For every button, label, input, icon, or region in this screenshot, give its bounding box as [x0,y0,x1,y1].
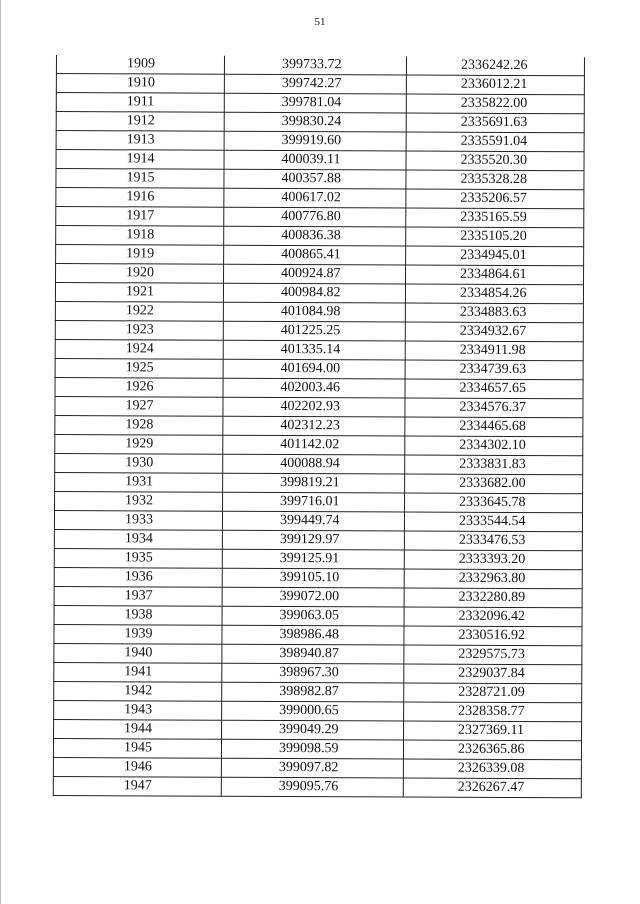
y-coordinate-cell: 2330516.92 [404,626,582,646]
year-cell: 1937 [54,587,222,607]
table-row [55,492,583,513]
y-coordinate-cell: 2334854.26 [405,284,583,304]
x-coordinate-cell: 399063.05 [222,606,404,626]
year-cell: 1929 [55,435,223,455]
y-coordinate-cell: 2336242.26 [406,57,584,76]
x-coordinate-cell: 400924.87 [224,264,406,284]
year-cell: 1919 [56,245,224,265]
x-coordinate-cell: 398982.87 [222,682,404,702]
x-coordinate-cell: 399830.24 [224,112,406,132]
x-coordinate-cell: 400617.02 [224,188,406,208]
table-row [54,701,582,722]
x-coordinate-cell: 402003.46 [223,378,405,398]
table-row [53,777,581,798]
y-coordinate-cell: 2336012.21 [406,75,584,95]
table-row [54,682,582,703]
y-coordinate-cell: 2334932.67 [405,322,583,342]
x-coordinate-cell: 399049.29 [222,720,404,740]
table-row [56,169,584,190]
table-row [54,606,582,627]
y-coordinate-cell: 2332963.80 [404,569,582,589]
year-cell: 1933 [54,511,222,531]
x-coordinate-cell: 401694.00 [223,359,405,379]
table-row [56,93,584,114]
year-cell: 1928 [55,416,223,436]
x-coordinate-cell: 400836.38 [224,226,406,246]
table-row [54,568,582,589]
x-coordinate-cell: 399105.10 [222,568,404,588]
year-cell: 1916 [56,188,224,208]
year-cell: 1913 [56,131,224,151]
x-coordinate-cell: 399449.74 [222,511,404,531]
page-number: 51 [314,16,326,28]
year-cell: 1921 [55,283,223,303]
year-cell: 1946 [53,758,221,778]
y-coordinate-cell: 2333476.53 [404,531,582,551]
y-coordinate-cell: 2327369.11 [404,721,582,741]
x-coordinate-cell: 400039.11 [224,150,406,170]
year-cell: 1930 [55,454,223,474]
y-coordinate-cell: 2335822.00 [406,94,584,114]
table-row [56,74,584,95]
x-coordinate-cell: 400865.41 [224,245,406,265]
table-row [54,549,582,570]
year-cell: 1914 [56,150,224,170]
table-row [53,739,581,760]
year-cell: 1918 [56,226,224,246]
x-coordinate-cell: 399733.72 [224,56,406,75]
x-coordinate-cell: 399129.97 [222,530,404,550]
table-row [54,625,582,646]
y-coordinate-cell: 2333393.20 [404,550,582,570]
table-row [54,663,582,684]
year-cell: 1941 [54,663,222,683]
x-coordinate-cell: 399097.82 [221,758,403,778]
y-coordinate-cell: 2326365.86 [403,740,581,760]
x-coordinate-cell: 399919.60 [224,131,406,151]
table-row [55,454,583,475]
table-row [55,397,583,418]
x-coordinate-cell: 399095.76 [221,777,403,797]
table-row [55,378,583,399]
year-cell: 1912 [56,112,224,132]
x-coordinate-cell: 399125.91 [222,549,404,569]
x-coordinate-cell: 399098.59 [221,739,403,759]
y-coordinate-cell: 2335520.30 [406,151,584,171]
y-coordinate-cell: 2332096.42 [404,607,582,627]
table-row [54,587,582,608]
year-cell: 1920 [56,264,224,284]
table-row [56,264,584,285]
table-row [56,131,584,152]
table-row [56,226,584,247]
table-row [56,245,584,266]
year-cell: 1927 [55,397,223,417]
year-cell: 1925 [55,359,223,379]
x-coordinate-cell: 398986.48 [222,625,404,645]
x-coordinate-cell: 402202.93 [223,397,405,417]
year-cell: 1940 [54,644,222,664]
table-row [55,321,583,342]
year-cell: 1943 [54,701,222,721]
y-coordinate-cell: 2335165.59 [406,208,584,228]
x-coordinate-cell: 401335.14 [223,340,405,360]
table-body [53,55,584,798]
x-coordinate-cell: 398967.30 [222,663,404,683]
table-row [56,188,584,209]
table-row [55,435,583,456]
table-row [55,340,583,361]
y-coordinate-cell: 2333831.83 [405,455,583,475]
year-cell: 1917 [56,207,224,227]
y-coordinate-cell: 2333645.78 [405,493,583,513]
year-cell: 1932 [55,492,223,512]
x-coordinate-cell: 401142.02 [223,435,405,455]
table-row [53,758,581,779]
y-coordinate-cell: 2334883.63 [405,303,583,323]
y-coordinate-cell: 2335206.57 [406,189,584,209]
year-cell: 1938 [54,606,222,626]
table-row [55,283,583,304]
y-coordinate-cell: 2333544.54 [404,512,582,532]
x-coordinate-cell: 400776.80 [224,207,406,227]
y-coordinate-cell: 2334945.01 [406,246,584,266]
y-coordinate-cell: 2326267.47 [403,778,581,798]
y-coordinate-cell: 2334657.65 [405,379,583,399]
y-coordinate-cell: 2334911.98 [405,341,583,361]
y-coordinate-cell: 2335691.63 [406,113,584,133]
year-cell: 1934 [54,530,222,550]
year-cell: 1939 [54,625,222,645]
y-coordinate-cell: 2326339.08 [403,759,581,779]
table-row [54,644,582,665]
coordinates-table [53,55,585,798]
x-coordinate-cell: 399819.21 [223,473,405,493]
year-cell: 1935 [54,549,222,569]
year-cell: 1936 [54,568,222,588]
y-coordinate-cell: 2334576.37 [405,398,583,418]
table-row [56,112,584,133]
y-coordinate-cell: 2334302.10 [405,436,583,456]
y-coordinate-cell: 2329575.73 [404,645,582,665]
y-coordinate-cell: 2334739.63 [405,360,583,380]
y-coordinate-cell: 2328358.77 [404,702,582,722]
year-cell: 1924 [55,340,223,360]
table-row [54,511,582,532]
x-coordinate-cell: 401225.25 [223,321,405,341]
y-coordinate-cell: 2328721.09 [404,683,582,703]
x-coordinate-cell: 400984.82 [223,283,405,303]
x-coordinate-cell: 399781.04 [224,93,406,113]
year-cell: 1931 [55,473,223,493]
year-cell: 1910 [56,74,224,94]
x-coordinate-cell: 402312.23 [223,416,405,436]
year-cell: 1945 [53,739,221,759]
x-coordinate-cell: 399742.27 [224,74,406,94]
table-row [56,207,584,228]
y-coordinate-cell: 2335328.28 [406,170,584,190]
year-cell: 1947 [53,777,221,797]
y-coordinate-cell: 2334864.61 [406,265,584,285]
x-coordinate-cell: 399000.65 [222,701,404,721]
x-coordinate-cell: 398940.87 [222,644,404,664]
table-row [55,416,583,437]
table-row [56,150,584,171]
year-cell: 1922 [55,302,223,322]
x-coordinate-cell: 400088.94 [223,454,405,474]
y-coordinate-cell: 2335591.04 [406,132,584,152]
scan-edge [0,0,1,904]
table-row [54,720,582,741]
table-row [54,530,582,551]
year-cell: 1909 [56,55,224,74]
x-coordinate-cell: 401084.98 [223,302,405,322]
table-row [55,359,583,380]
x-coordinate-cell: 400357.88 [224,169,406,189]
year-cell: 1942 [54,682,222,702]
table-row [55,473,583,494]
year-cell: 1911 [56,93,224,113]
y-coordinate-cell: 2333682.00 [405,474,583,494]
y-coordinate-cell: 2334465.68 [405,417,583,437]
table-row [55,302,583,323]
year-cell: 1944 [54,720,222,740]
x-coordinate-cell: 399072.00 [222,587,404,607]
year-cell: 1926 [55,378,223,398]
year-cell: 1923 [55,321,223,341]
y-coordinate-cell: 2329037.84 [404,664,582,684]
y-coordinate-cell: 2335105.20 [406,227,584,247]
y-coordinate-cell: 2332280.89 [404,588,582,608]
x-coordinate-cell: 399716.01 [223,492,405,512]
table-row [56,55,584,76]
year-cell: 1915 [56,169,224,189]
